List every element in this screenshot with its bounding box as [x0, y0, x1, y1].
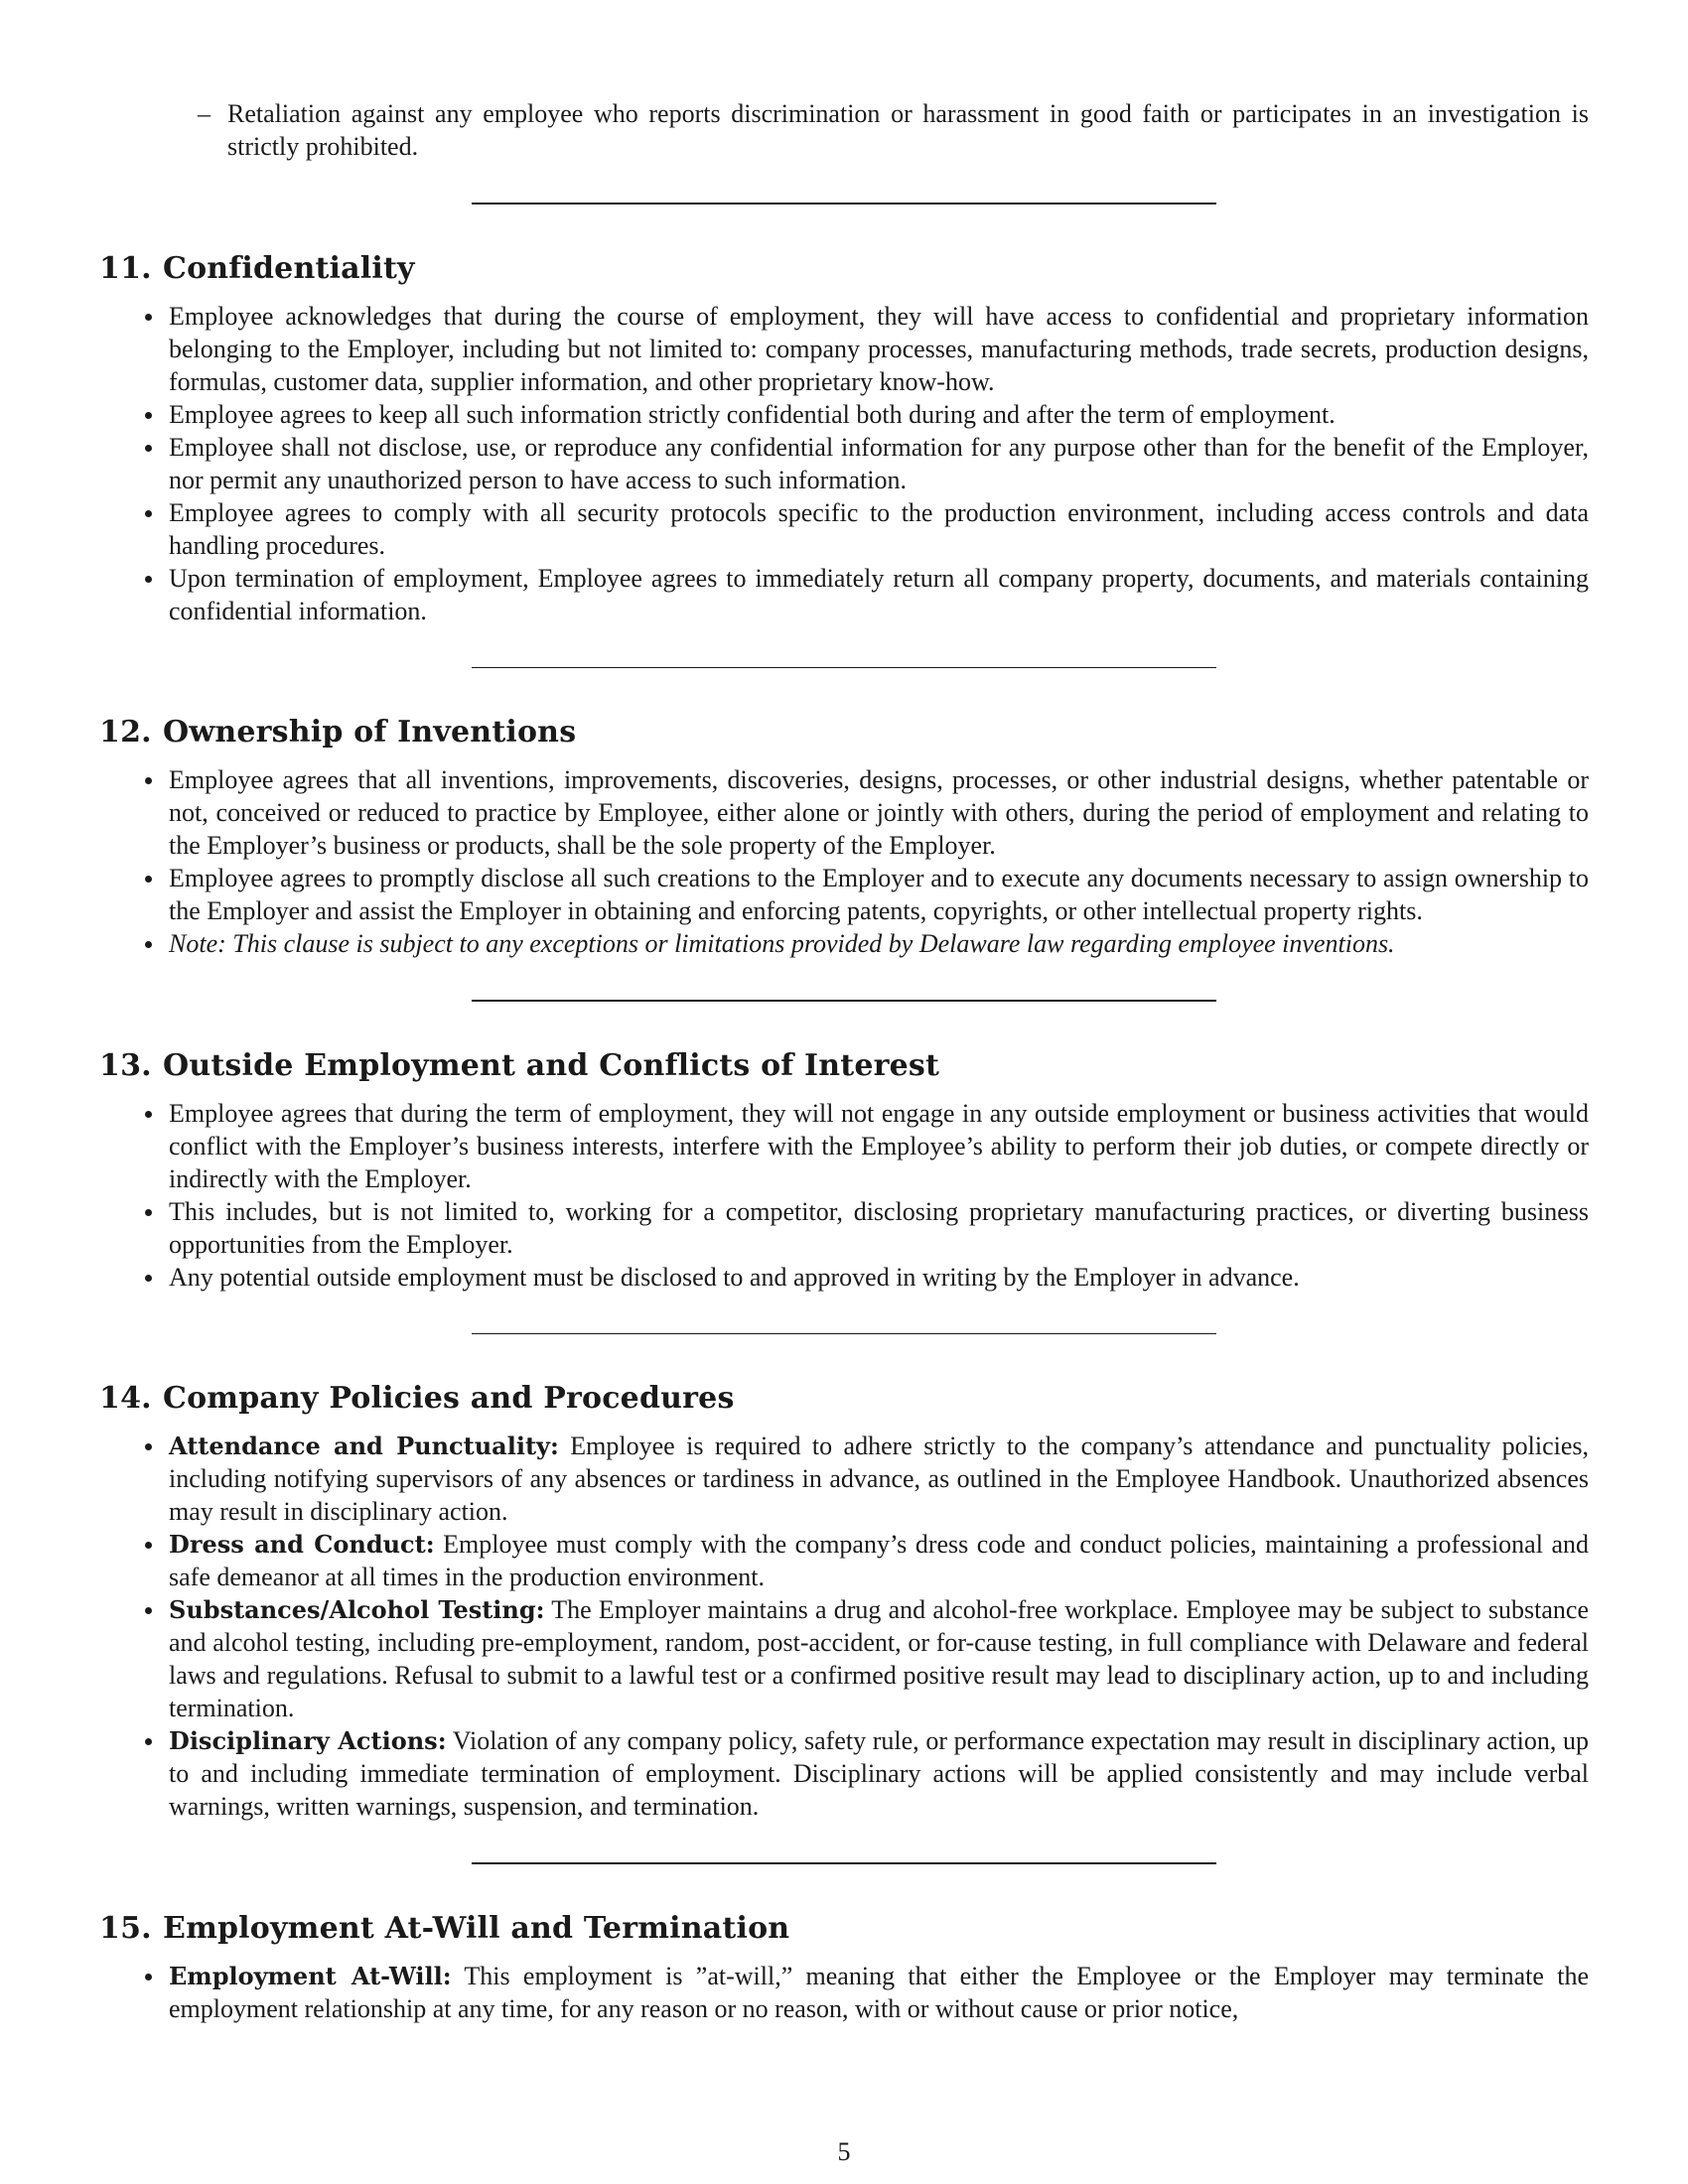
- bullet-icon: [145, 1974, 152, 1980]
- list-item: [169, 1528, 1589, 1593]
- list-item: [169, 398, 1589, 431]
- section-title: Confidentiality: [163, 251, 415, 286]
- page-number: 5: [837, 2137, 851, 2166]
- bullet-icon: [145, 1542, 152, 1549]
- list-item: [169, 763, 1589, 862]
- section-divider: [472, 1862, 1216, 1864]
- list-item: [169, 1195, 1589, 1261]
- section-divider: [472, 203, 1216, 205]
- section-number: 11.: [99, 251, 152, 286]
- item-text: The Employer maintains a drug and alcohol-free workplace. Employee may be subject to substance and alcohol testing, including pre-employment, random, post-accident, or for-cause testing, in full compliance with Delaware and federal laws and regulations. Refusal to submit to a lawful test or a confirmed positive result may lead to disciplinary action, up to and including termination.: [169, 1595, 1589, 1722]
- bullet-icon: [145, 314, 152, 321]
- bullet-icon: [145, 1607, 152, 1614]
- sections-container: [99, 203, 1589, 2025]
- item-text: This includes, but is not limited to, working for a competitor, disclosing proprietary manufacturing practices, or diverting business opportunities from the Employer.: [169, 1197, 1589, 1259]
- list-item: [169, 1593, 1589, 1724]
- section-number: 14.: [99, 1381, 152, 1416]
- list-item: [169, 496, 1589, 562]
- bullet-icon: [145, 412, 152, 419]
- item-text: Employee agrees to promptly disclose all such creations to the Employer and to execute any documents necessary to assign ownership to the Employer and assist the Employer in obtaining and enforcing patents, copyrights, or other intellectual property rights.: [169, 864, 1589, 925]
- item-text: Employee agrees to keep all such information strictly confidential both during and after the term of employment.: [169, 400, 1336, 429]
- bullet-list: [99, 300, 1589, 627]
- section-heading: [99, 250, 1589, 288]
- list-item: [169, 862, 1589, 927]
- section-heading: [99, 1380, 1589, 1418]
- section-title: Company Policies and Procedures: [163, 1381, 735, 1416]
- item-text: Upon termination of employment, Employee agrees to immediately return all company property, documents, and materials containing confidential information.: [169, 564, 1589, 625]
- item-text: Violation of any company policy, safety rule, or performance expectation may result in disciplinary action, up to and including immediate termination of employment. Disciplinary actions will be applied consistently and may include verbal warnings, written warnings, suspension, and termination.: [169, 1726, 1589, 1821]
- item-lead: Disciplinary Actions:: [169, 1726, 447, 1755]
- list-item: [169, 1960, 1589, 2025]
- item-text: Employee agrees to comply with all security protocols specific to the production environment, including access controls and data handling procedures.: [169, 498, 1589, 560]
- bullet-icon: [145, 576, 152, 583]
- continuation-text: Retaliation against any employee who reports discrimination or harassment in good faith or participates in an investigation is strictly prohibited.: [227, 99, 1589, 161]
- item-lead: Substances/Alcohol Testing:: [169, 1595, 545, 1624]
- list-item: [169, 927, 1589, 960]
- item-lead: Dress and Conduct:: [169, 1530, 435, 1559]
- bullet-icon: [145, 510, 152, 517]
- item-text: Employee shall not disclose, use, or reproduce any confidential information for any purpose other than for the benefit of the Employer, nor permit any unauthorized person to have access to such information.: [169, 433, 1589, 494]
- bullet-icon: [145, 1738, 152, 1745]
- dash-marker: –: [198, 99, 211, 128]
- section-divider: [472, 667, 1216, 668]
- bullet-icon: [145, 1209, 152, 1216]
- bullet-icon: [145, 1111, 152, 1118]
- bullet-list: [99, 1097, 1589, 1294]
- item-text: Employee agrees that during the term of employment, they will not engage in any outside employment or business activities that would conflict with the Employer’s business interests, interfere with the Employee’s ability to perform their job duties, or compete directly or indirectly with the Employer.: [169, 1099, 1589, 1193]
- section-divider: [472, 1000, 1216, 1002]
- bullet-icon: [145, 777, 152, 784]
- section-heading: [99, 714, 1589, 751]
- item-lead: Attendance and Punctuality:: [169, 1432, 559, 1460]
- bullet-icon: [145, 445, 152, 452]
- section-number: 13.: [99, 1048, 152, 1083]
- section-heading: [99, 1910, 1589, 1948]
- section-title: Employment At-Will and Termination: [163, 1911, 790, 1946]
- section-divider: [472, 1333, 1216, 1334]
- bullet-icon: [145, 941, 152, 948]
- section-number: 12.: [99, 715, 152, 750]
- bullet-list: [99, 763, 1589, 960]
- list-item: [169, 1430, 1589, 1528]
- bullet-icon: [145, 1275, 152, 1282]
- section-title: Ownership of Inventions: [163, 715, 577, 750]
- item-text: This employment is ”at-will,” meaning that either the Employee or the Employer may terminate the employment relationship at any time, for any reason or no reason, with or without cause or prior notice,: [169, 1962, 1589, 2023]
- list-item: [169, 1097, 1589, 1195]
- item-text: Any potential outside employment must be disclosed to and approved in writing by the Employer in advance.: [169, 1263, 1300, 1292]
- page-content: [99, 97, 1589, 2025]
- bullet-list: [99, 1960, 1589, 2025]
- bullet-icon: [145, 1443, 152, 1450]
- item-text: Employee agrees that all inventions, improvements, discoveries, designs, processes, or other industrial designs, whether patentable or not, conceived or reduced to practice by Employee, either alone or jointly with others, during the period of employment and relating to the Employer’s business or products, shall be the sole property of the Employer.: [169, 765, 1589, 860]
- list-item: [169, 1261, 1589, 1294]
- item-text: Employee is required to adhere strictly to the company’s attendance and punctuality policies, including notifying supervisors of any absences or tardiness in advance, as outlined in the Employee Handbook. Unauthorized absences may result in disciplinary action.: [169, 1432, 1590, 1526]
- bullet-icon: [145, 876, 152, 883]
- item-text: Employee acknowledges that during the course of employment, they will have access to confidential and proprietary information belonging to the Employer, including but not limited to: company processes, manufacturing methods, trade secrets, production designs, formulas, customer data, supplier information, and other proprietary know-how.: [169, 302, 1589, 396]
- item-lead: Employment At-Will:: [169, 1962, 452, 1990]
- section-title: Outside Employment and Conflicts of Interest: [163, 1048, 940, 1083]
- list-item: [169, 1724, 1589, 1823]
- list-item: [169, 562, 1589, 627]
- bullet-list: [99, 1430, 1589, 1823]
- continuation-item: [198, 97, 1589, 163]
- item-text: Employee must comply with the company’s dress code and conduct policies, maintaining a professional and safe demeanor at all times in the production environment.: [169, 1530, 1590, 1591]
- section-number: 15.: [99, 1911, 152, 1946]
- list-item: [169, 300, 1589, 398]
- section-heading: [99, 1047, 1589, 1085]
- list-item: [169, 431, 1589, 496]
- item-text: Note: This clause is subject to any exceptions or limitations provided by Delaware law regarding employee inventions.: [169, 929, 1395, 958]
